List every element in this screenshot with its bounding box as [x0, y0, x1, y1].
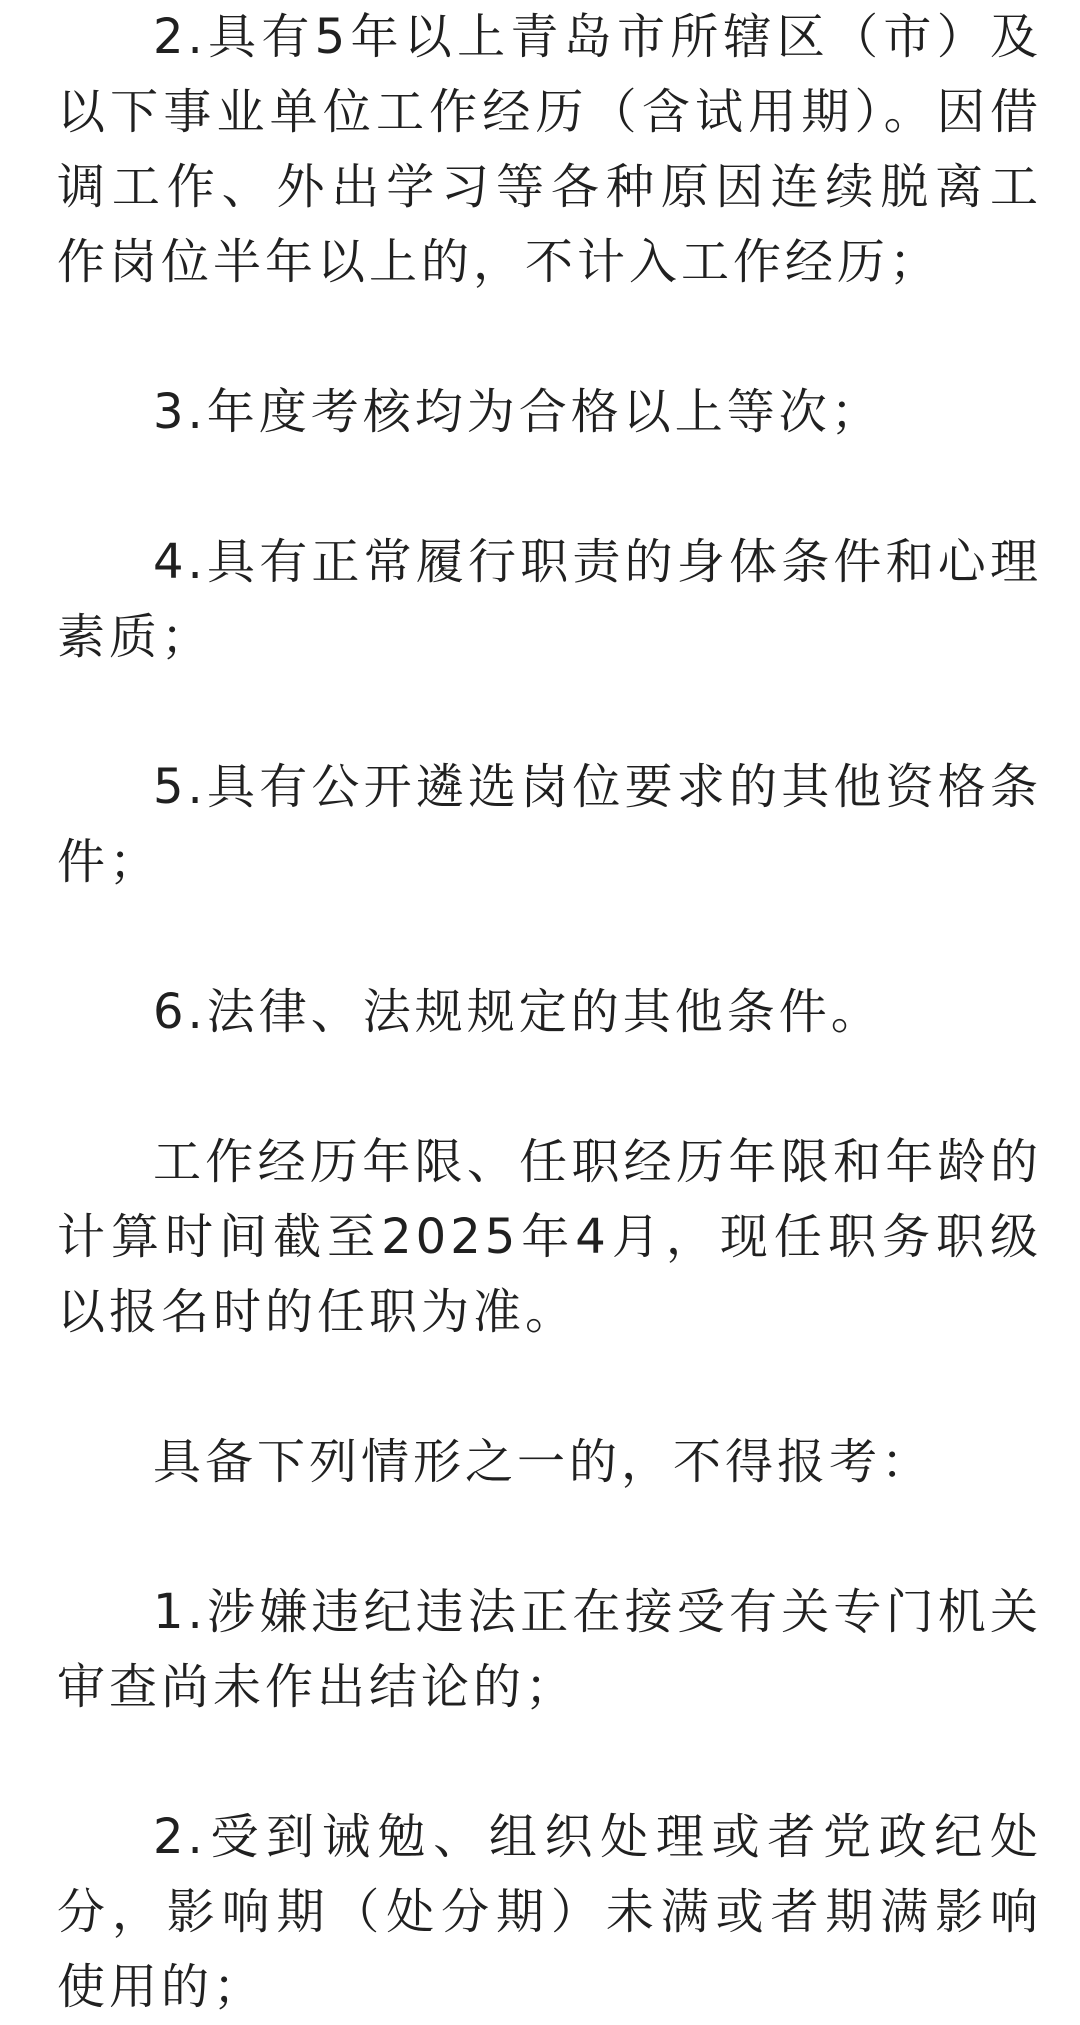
paragraph-requirement-5: 5.具有公开遴选岗位要求的其他资格条件； [57, 759, 1042, 890]
paragraph-spacer [57, 450, 1042, 525]
paragraph-requirement-4: 4.具有正常履行职责的身体条件和心理素质； [57, 534, 1042, 665]
paragraph-exclusion-1: 1.涉嫌违纪违法正在接受有关专门机关审查尚未作出结论的； [57, 1584, 1042, 1715]
paragraph-spacer [57, 1050, 1042, 1125]
paragraph-time-calculation: 工作经历年限、任职经历年限和年龄的计算时间截至2025年4月，现任职务职级以报名时的任职为准。 [57, 1134, 1042, 1340]
paragraph-spacer [57, 675, 1042, 750]
paragraph-spacer [57, 1350, 1042, 1425]
paragraph-exclusion-intro: 具备下列情形之一的，不得报考： [153, 1434, 934, 1490]
paragraph-spacer [57, 1500, 1042, 1575]
paragraph-spacer [57, 300, 1042, 375]
paragraph-requirement-2: 2.具有5年以上青岛市所辖区（市）及以下事业单位工作经历（含试用期）。因借调工作、外出学习等各种原因连续脱离工作岗位半年以上的，不计入工作经历； [57, 9, 1042, 290]
paragraph-requirement-6: 6.法律、法规规定的其他条件。 [153, 984, 883, 1040]
paragraph-requirement-3: 3.年度考核均为合格以上等次； [153, 384, 883, 440]
paragraph-exclusion-2: 2.受到诫勉、组织处理或者党政纪处分，影响期（处分期）未满或者期满影响使用的； [57, 1809, 1042, 2015]
paragraph-spacer [57, 1725, 1042, 1800]
paragraph-spacer [57, 900, 1042, 975]
document-body [57, 0, 1042, 2025]
